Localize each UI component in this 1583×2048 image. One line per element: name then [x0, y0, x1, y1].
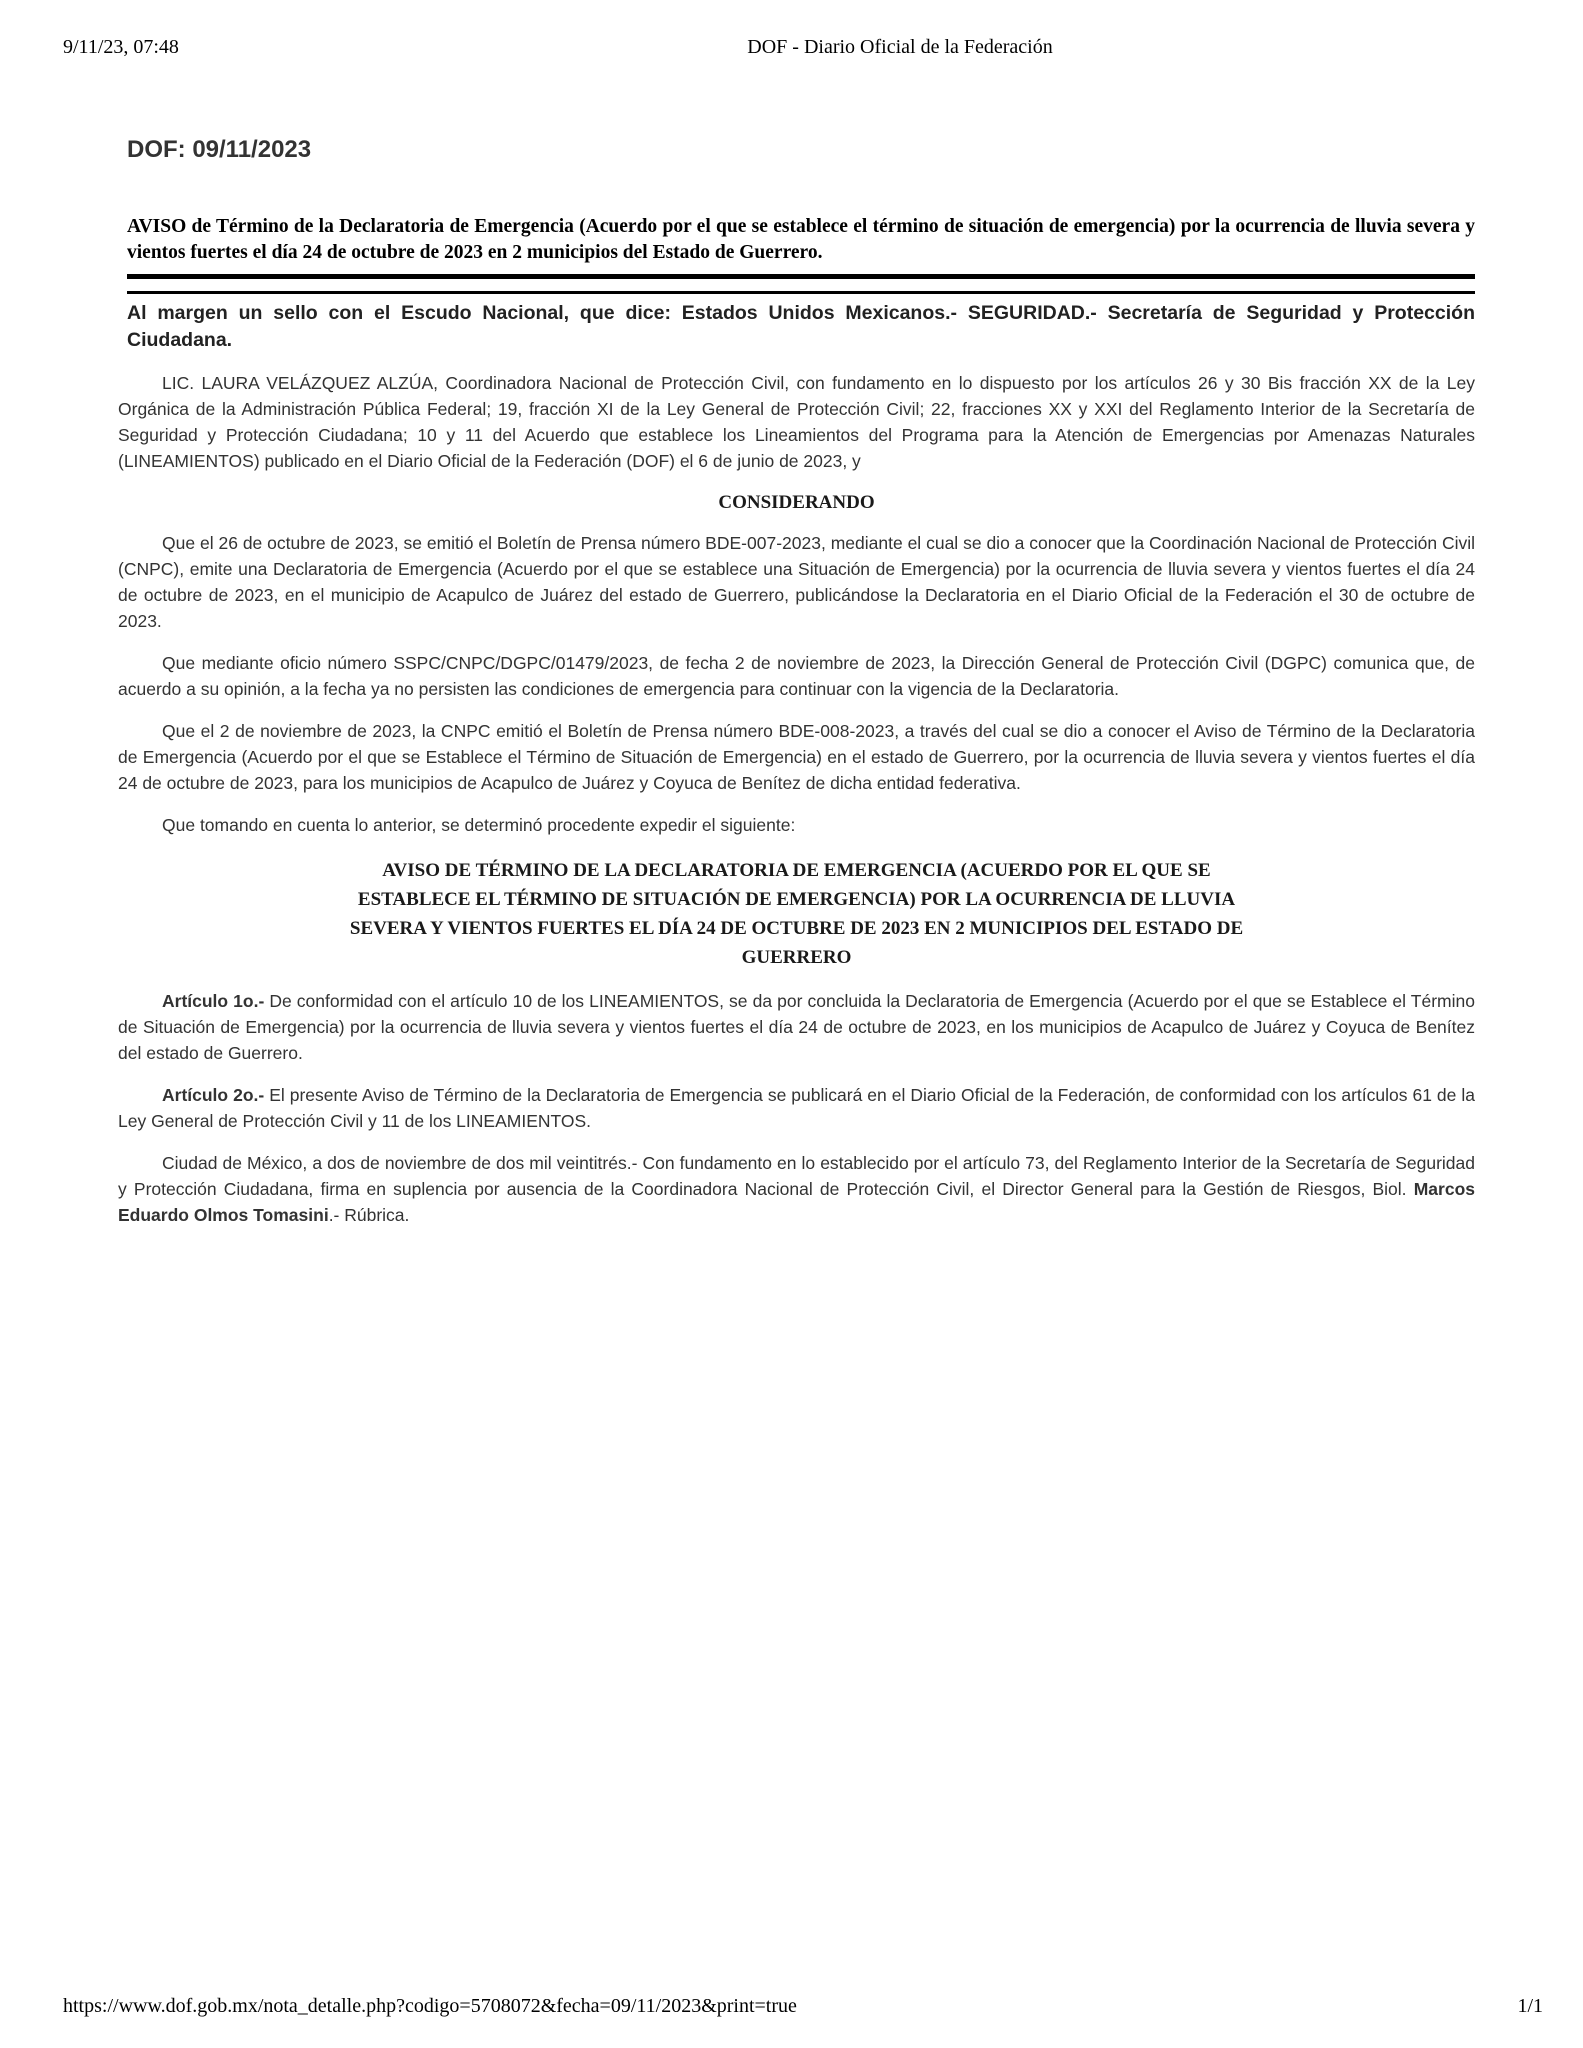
print-footer: [63, 1995, 1543, 2018]
aviso-heading-line-2: ESTABLECE EL TÉRMINO DE SITUACIÓN DE EMERGENCIA) POR LA OCURRENCIA DE LLUVIA: [357, 889, 1236, 910]
articulo-1-text: De conformidad con el artículo 10 de los LINEAMIENTOS, se da por concluida la Declaratoria de Emergencia (Acuerdo por el que se Establece el Término de Situación de Emergencia) por la ocurrencia de lluvia severa y vientos fuertes el día 24 de octubre de 2023, en los municipios de Acapulco de Juárez y Coyuca de Benítez del estado de Guerrero.: [118, 991, 1475, 1063]
closing-signer-name: Marcos Eduardo Olmos Tomasini: [118, 1179, 1475, 1225]
footer-page-indicator: 1/1: [1517, 1995, 1543, 2017]
articulo-1-label: Artículo 1o.-: [162, 991, 265, 1011]
closing-paragraph: [118, 1150, 1475, 1228]
articulo-2-text: El presente Aviso de Término de la Declaratoria de Emergencia se publicará en el Diario Oficial de la Federación, de conformidad con los artículos 61 de la Ley General de Protección Civil y 11 de los LINEAMIENTOS.: [118, 1085, 1475, 1131]
articulo-1-paragraph: [118, 988, 1475, 1066]
dof-date-heading: DOF: 09/11/2023: [127, 136, 312, 163]
print-header: [0, 36, 1583, 62]
footer-url: https://www.dof.gob.mx/nota_detalle.php?codigo=5708072&fecha=09/11/2023&print=true: [63, 1995, 797, 2017]
margin-seal-note: Al margen un sello con el Escudo Nacional, que dice: Estados Unidos Mexicanos.- SEGURIDAD.- Secretaría de Seguridad y Protección Ciudadana.: [127, 302, 1475, 351]
considerando-heading: CONSIDERANDO: [718, 492, 875, 513]
aviso-heading-line-4: GUERRERO: [741, 947, 852, 968]
title-divider-double-rule: [127, 274, 1475, 279]
section-divider-rule: [127, 291, 1475, 294]
considerando-paragraph-4: Que tomando en cuenta lo anterior, se determinó procedente expedir el siguiente:: [162, 815, 796, 835]
print-datetime: 9/11/23, 07:48: [63, 36, 179, 58]
considerando-paragraph-1: Que el 26 de octubre de 2023, se emitió el Boletín de Prensa número BDE-007-2023, mediante el cual se dio a conocer que la Coordinación Nacional de Protección Civil (CNPC), emite una Declaratoria de Emergencia (Acuerdo por el que se establece una Situación de Emergencia) por la ocurrencia de lluvia severa y vientos fuertes el día 24 de octubre de 2023, en el municipio de Acapulco de Juárez del estado de Guerrero, publicándose la Declaratoria en el Diario Oficial de la Federación el 30 de octubre de 2023.: [118, 533, 1475, 631]
print-header-title: DOF - Diario Oficial de la Federación: [747, 36, 1053, 58]
closing-rubrica: .- Rúbrica.: [328, 1205, 410, 1225]
closing-text: Ciudad de México, a dos de noviembre de dos mil veintitrés.- Con fundamento en lo establecido por el artículo 73, del Reglamento Interior de la Secretaría de Seguridad y Protección Ciudadana, firma en suplencia por ausencia de la Coordinadora Nacional de Protección Civil, el Director General para la Gestión de Riesgos, Biol.: [118, 1153, 1475, 1199]
aviso-termino-heading: [118, 856, 1475, 972]
document-title: AVISO de Término de la Declaratoria de Emergencia (Acuerdo por el que se establece el término de situación de emergencia) por la ocurrencia de lluvia severa y vientos fuertes el día 24 de octubre de 2023 en 2 municipios del Estado de Guerrero.: [127, 216, 1475, 263]
intro-paragraph: LIC. LAURA VELÁZQUEZ ALZÚA, Coordinadora Nacional de Protección Civil, con fundamento en lo dispuesto por los artículos 26 y 30 Bis fracción XX de la Ley Orgánica de la Administración Pública Federal; 19, fracción XI de la Ley General de Protección Civil; 22, fracciones XX y XXI del Reglamento Interior de la Secretaría de Seguridad y Protección Ciudadana; 10 y 11 del Acuerdo que establece los Lineamientos del Programa para la Atención de Emergencias por Amenazas Naturales (LINEAMIENTOS) publicado en el Diario Oficial de la Federación (DOF) el 6 de junio de 2023, y: [118, 373, 1475, 471]
articulo-2-label: Artículo 2o.-: [162, 1085, 265, 1105]
articulo-2-paragraph: [118, 1082, 1475, 1134]
considerando-paragraph-3: Que el 2 de noviembre de 2023, la CNPC emitió el Boletín de Prensa número BDE-008-2023, a través del cual se dio a conocer el Aviso de Término de la Declaratoria de Emergencia (Acuerdo por el que se Establece el Término de Situación de Emergencia) en el estado de Guerrero, por la ocurrencia de lluvia severa y vientos fuertes el día 24 de octubre de 2023, para los municipios de Acapulco de Juárez y Coyuca de Benítez de dicha entidad federativa.: [118, 721, 1475, 793]
aviso-heading-line-3: SEVERA Y VIENTOS FUERTES EL DÍA 24 DE OCTUBRE DE 2023 EN 2 MUNICIPIOS DEL ESTADO DE: [349, 918, 1244, 939]
aviso-heading-line-1: AVISO DE TÉRMINO DE LA DECLARATORIA DE EMERGENCIA (ACUERDO POR EL QUE SE: [382, 860, 1211, 881]
considerando-paragraph-2: Que mediante oficio número SSPC/CNPC/DGPC/01479/2023, de fecha 2 de noviembre de 2023, la Dirección General de Protección Civil (DGPC) comunica que, de acuerdo a su opinión, a la fecha ya no persisten las condiciones de emergencia para continuar con la vigencia de la Declaratoria.: [118, 653, 1475, 699]
